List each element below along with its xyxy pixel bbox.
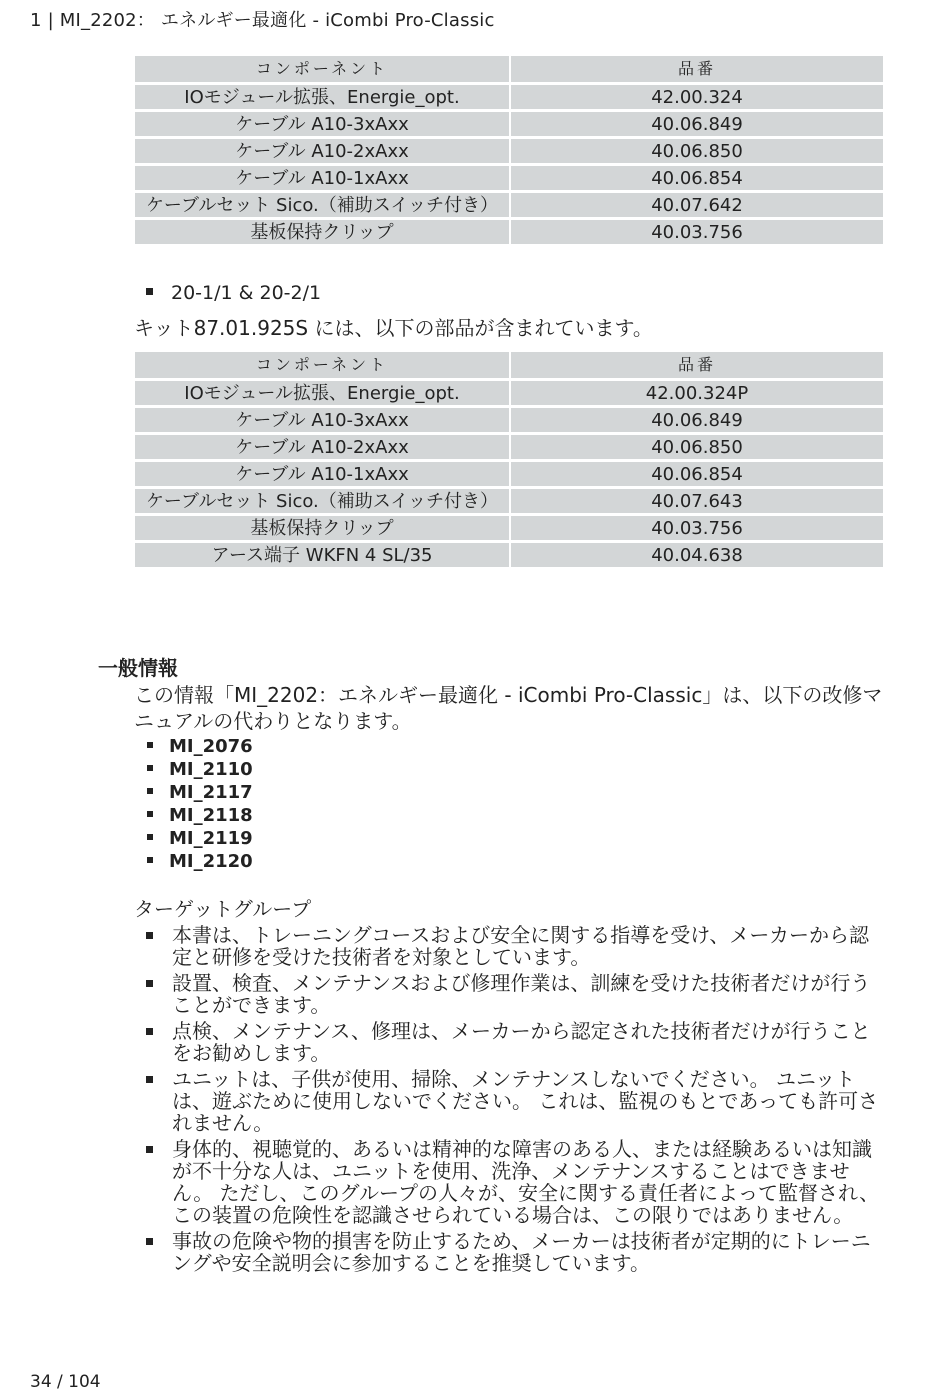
list-item [147,758,253,781]
part-number-cell: 40.03.756 [511,220,883,244]
target-item-text: 身体的、視聴覚的、あるいは精神的な障害のある人、または経験あるいは知識が不十分な人は、ユニットを使用、洗浄、メンテナンスすることはできません。 ただし、このグループの人々が、安全に関する責任者によって監督され、この装置の危険性を認識させられている場合は、この限りではありません。 [172,1137,880,1227]
part-number-cell: 40.07.642 [511,193,883,217]
bullet-square-icon [147,834,153,840]
manual-id: MI_2119 [169,828,253,849]
manual-id: MI_2076 [169,736,253,757]
component-cell: ケーブル A10-1xAxx [135,462,509,486]
table-row [135,85,883,109]
list-item [147,781,253,804]
manual-id: MI_2118 [169,805,253,826]
target-item-text: 事故の危険や物的損害を防止するため、メーカーは技術者が定期的にトレーニングや安全説明会に参加することを推奨しています。 [172,1229,871,1275]
bullet-square-icon [147,811,153,817]
table-row [135,408,883,432]
table-row [135,435,883,459]
table-header-row [135,352,883,378]
component-cell: ケーブル A10-3xAxx [135,408,509,432]
bullet-square-icon [146,1146,153,1153]
list-item [147,850,253,873]
part-number-cell: 40.06.854 [511,166,883,190]
table-row [135,220,883,244]
part-number-cell: 40.03.756 [511,516,883,540]
list-item [146,1138,886,1226]
bullet-square-icon [147,742,153,748]
parts-table-2 [133,349,885,570]
part-number-cell: 42.00.324P [511,381,883,405]
column-header-part-number: 品番 [511,56,883,82]
component-cell: 基板保持クリップ [135,220,509,244]
component-cell: ケーブルセット Sico.（補助スイッチ付き） [135,489,509,513]
component-cell: ケーブルセット Sico.（補助スイッチ付き） [135,193,509,217]
part-number-cell: 40.06.849 [511,112,883,136]
bullet-square-icon [146,980,153,987]
component-cell: ケーブル A10-2xAxx [135,435,509,459]
list-item [146,924,886,968]
target-item-text: 点検、メンテナンス、修理は、メーカーから認定された技術者だけが行うことをお勧めします。 [172,1019,871,1065]
table-row [135,381,883,405]
manual-id: MI_2110 [169,759,253,780]
target-item-text: ユニットは、子供が使用、掃除、メンテナンスしないでください。 ユニットは、遊ぶために使用しないでください。 これは、監視のもとであっても許可されません。 [172,1067,879,1135]
list-item [147,735,253,758]
part-number-cell: 42.00.324 [511,85,883,109]
manual-id: MI_2120 [169,851,253,872]
table-row [135,166,883,190]
list-item [146,1020,886,1064]
table-row [135,112,883,136]
component-cell: アース端子 WKFN 4 SL/35 [135,543,509,567]
target-group-list [146,924,886,1278]
table-row [135,462,883,486]
table-row [135,516,883,540]
list-item [146,972,886,1016]
bullet-square-icon [146,1028,153,1035]
list-item [147,827,253,850]
part-number-cell: 40.06.854 [511,462,883,486]
page-header: 1 | MI_2202： エネルギー最適化 - iCombi Pro-Classic [30,10,495,31]
bullet-square-icon [147,857,153,863]
bullet-square-icon [146,1238,153,1245]
bullet-square-icon [146,932,153,939]
component-cell: IOモジュール拡張、Energie_opt. [135,381,509,405]
table-row [135,193,883,217]
column-header-component: コンポーネント [135,56,509,82]
bullet-square-icon [147,765,153,771]
bullet-square-icon [147,788,153,794]
parts-table-1 [133,53,885,247]
manual-id: MI_2117 [169,782,253,803]
component-cell: ケーブル A10-3xAxx [135,112,509,136]
target-item-text: 本書は、トレーニングコースおよび安全に関する指導を受け、メーカーから認定と研修を受けた技術者を対象としています。 [172,923,869,969]
section-title-general-info: 一般情報 [98,656,178,680]
column-header-component: コンポーネント [135,352,509,378]
page-number: 34 / 104 [30,1372,101,1392]
model-bullet [146,282,321,304]
target-group-title: ターゲットグループ [134,897,312,921]
part-number-cell: 40.07.643 [511,489,883,513]
bullet-square-icon [146,1076,153,1083]
part-number-cell: 40.06.850 [511,435,883,459]
target-item-text: 設置、検査、メンテナンスおよび修理作業は、訓練を受けた技術者だけが行うことができます。 [172,971,871,1017]
table-row [135,489,883,513]
replaced-manuals-list [147,735,253,873]
column-header-part-number: 品番 [511,352,883,378]
component-cell: ケーブル A10-1xAxx [135,166,509,190]
list-item [146,1068,886,1134]
component-cell: ケーブル A10-2xAxx [135,139,509,163]
list-item [147,804,253,827]
kit-description: キット87.01.925S には、以下の部品が含まれています。 [134,316,653,340]
part-number-cell: 40.06.850 [511,139,883,163]
list-item [146,1230,886,1274]
model-text: 20-1/1 & 20-2/1 [171,282,322,304]
general-intro: この情報「MI_2202：エネルギー最適化 - iCombi Pro-Classic」は、以下の改修マニュアルの代わりとなります。 [134,683,883,733]
part-number-cell: 40.04.638 [511,543,883,567]
table-row [135,139,883,163]
component-cell: IOモジュール拡張、Energie_opt. [135,85,509,109]
part-number-cell: 40.06.849 [511,408,883,432]
table-row [135,543,883,567]
bullet-square-icon [146,288,153,295]
component-cell: 基板保持クリップ [135,516,509,540]
table-header-row [135,56,883,82]
